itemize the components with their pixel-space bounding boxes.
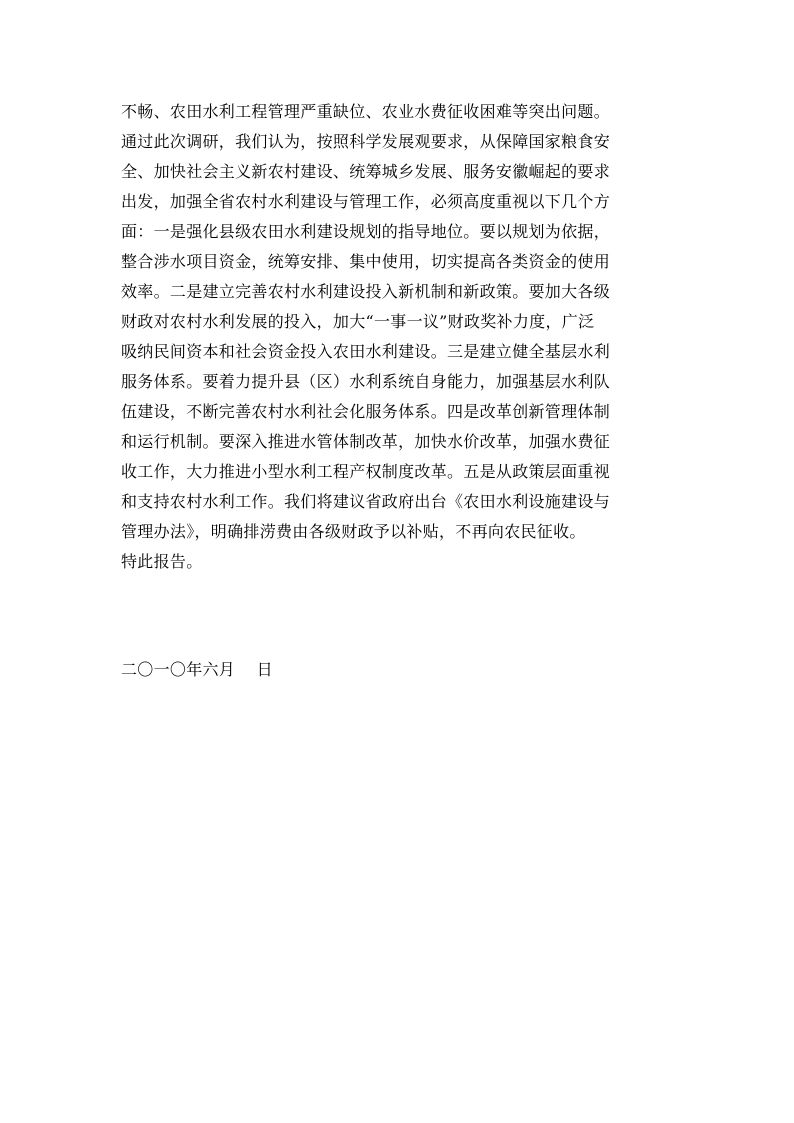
body-line-1: 不畅、农田水利工程管理严重缺位、农业水费征收困难等突出问题。 <box>121 102 611 121</box>
body-line-4: 出发，加强全省农村水利建设与管理工作，必须高度重视以下几个方 <box>121 192 611 211</box>
body-line-11: 伍建设，不断完善农村水利社会化服务体系。四是改革创新管理体制 <box>121 402 611 421</box>
body-line-3: 全、加快社会主义新农村建设、统筹城乡发展、服务安徽崛起的要求 <box>121 162 611 181</box>
body-line-6: 整合涉水项目资金，统筹安排、集中使用，切实提高各类资金的使用 <box>121 252 611 271</box>
body-line-2: 通过此次调研，我们认为，按照科学发展观要求，从保障国家粮食安 <box>121 132 611 151</box>
closing-line: 特此报告。 <box>121 552 203 571</box>
body-line-15: 管理办法》，明确排涝费由各级财政予以补贴，不再向农民征收。 <box>121 522 586 541</box>
body-line-14: 和支持农村水利工作。我们将建议省政府出台《农田水利设施建设与 <box>121 492 611 511</box>
body-line-7: 效率。二是建立完善农村水利建设投入新机制和新政策。要加大各级 <box>121 282 611 301</box>
report-date: 二〇一〇年六月 日 <box>121 660 273 679</box>
body-line-10: 服务体系。要着力提升县（区）水利系统自身能力，加强基层水利队 <box>121 372 611 391</box>
body-line-9: 吸纳民间资本和社会资金投入农田水利建设。三是建立健全基层水利 <box>121 342 611 361</box>
body-line-12: 和运行机制。要深入推进水管体制改革，加快水价改革，加强水费征 <box>121 432 611 451</box>
body-line-5: 面：一是强化县级农田水利建设规划的指导地位。要以规划为依据， <box>121 222 611 241</box>
report-body <box>121 97 681 577</box>
body-line-13: 收工作，大力推进小型水利工程产权制度改革。五是从政策层面重视 <box>121 462 611 481</box>
body-line-8: 财政对农村水利发展的投入，加大“一事一议”财政奖补力度，广泛 <box>121 312 595 331</box>
